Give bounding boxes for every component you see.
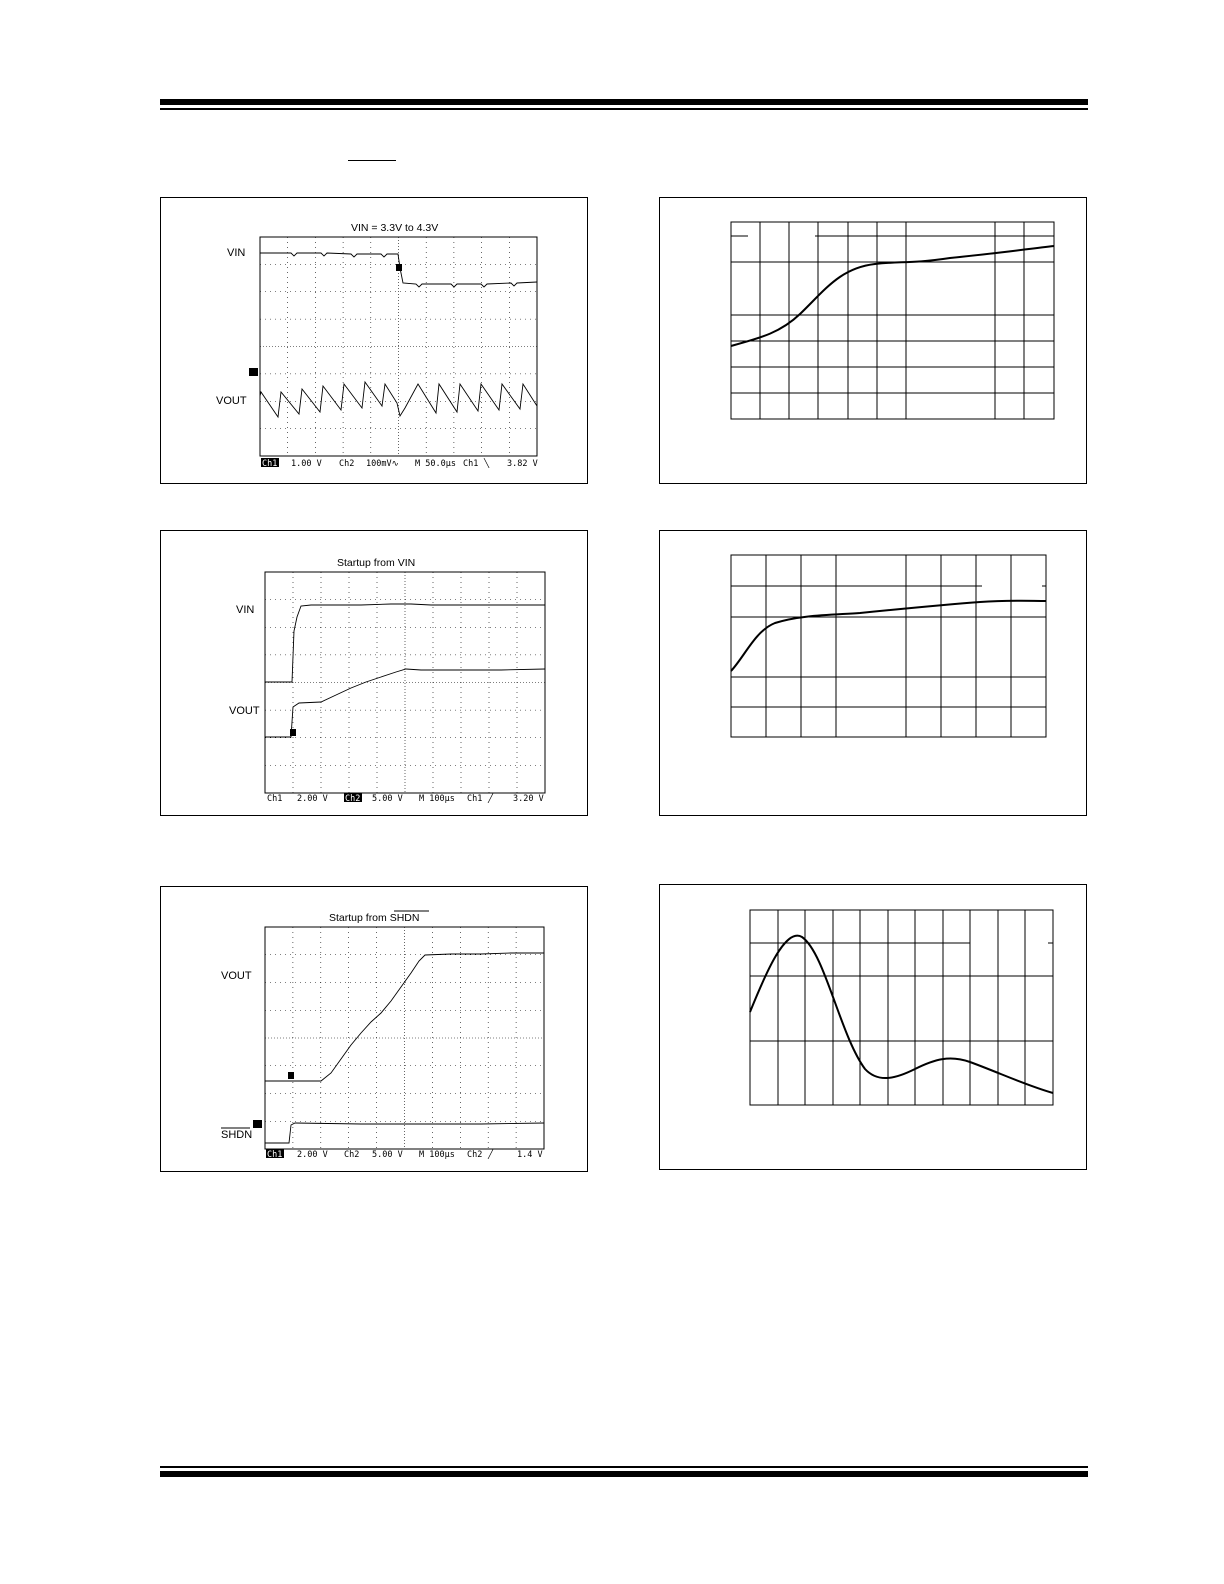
graph-1-curve [731, 246, 1054, 346]
footer-rule-thick [160, 1471, 1088, 1477]
scope-plot-1-svg [161, 198, 589, 485]
trace-label-vout: VOUT [229, 705, 260, 717]
header-rule-thick [160, 99, 1088, 105]
graph-frame [731, 555, 1046, 737]
scope-plot-3-svg [161, 887, 589, 1173]
graph-3-svg [660, 885, 1088, 1171]
trace-label-vin: VIN [227, 247, 246, 259]
trace-label-shdn: SHDN [221, 1129, 253, 1141]
scope-readout [267, 793, 544, 804]
readout-timebase: M 100µs [419, 1150, 455, 1160]
readout-ch1-scale: 1.00 V [291, 459, 322, 469]
readout-trigger-ch: Ch1 [467, 794, 483, 804]
readout-timebase: M 100µs [419, 794, 455, 804]
scope-readout [261, 458, 538, 469]
overbar-mark [348, 160, 396, 161]
graph-2-curve [731, 601, 1046, 671]
readout-ch2-scale: 5.00 V [372, 1150, 403, 1160]
scope-plot-startup-shdn [160, 886, 588, 1172]
trace-label-vin: VIN [236, 604, 255, 616]
graph-3-curve [750, 936, 1053, 1093]
vout-trace [265, 669, 545, 737]
readout-ch2-scale: 5.00 V [372, 794, 403, 804]
readout-ch1: Ch1 [267, 794, 283, 804]
trigger-marker [290, 729, 296, 736]
graph-1-svg [660, 198, 1088, 485]
channel-1-marker [249, 368, 258, 376]
readout-ch1-scale: 2.00 V [297, 1150, 328, 1160]
footer-rule-thin [160, 1466, 1088, 1468]
readout-trigger-level: 3.82 V [507, 459, 538, 469]
trace-label-vout: VOUT [216, 395, 247, 407]
readout-ch2: Ch2 [344, 1150, 360, 1160]
graph-grid [731, 555, 1046, 737]
header-rule-thin [160, 108, 1088, 110]
graph-2-svg [660, 531, 1088, 817]
graticule-grid [265, 927, 544, 1149]
readout-ch2: Ch2 [339, 459, 355, 469]
readout-timebase: M 50.0µs [415, 459, 456, 469]
characteristic-graph-1 [659, 197, 1087, 484]
readout-ch1: Ch1 [262, 459, 278, 469]
scope-plot-line-transient [160, 197, 588, 484]
readout-trigger-ch: Ch2 [467, 1150, 483, 1160]
readout-trigger-edge: ╲ [484, 459, 490, 469]
trace-label-vout: VOUT [221, 970, 252, 982]
readout-trigger-level: 3.20 V [513, 794, 544, 804]
scope-title: Startup from VIN [337, 557, 416, 569]
channel-1-marker [253, 1120, 262, 1128]
readout-trigger-ch: Ch1 [463, 459, 479, 469]
readout-ch2: Ch2 [345, 794, 361, 804]
readout-ch1: Ch1 [267, 1150, 283, 1160]
scope-title: VIN = 3.3V to 4.3V [351, 222, 439, 234]
trigger-marker [396, 264, 402, 271]
trigger-marker [288, 1072, 294, 1079]
scope-plot-startup-vin [160, 530, 588, 816]
characteristic-graph-3 [659, 884, 1087, 1170]
readout-trigger-edge: ╱ [488, 794, 494, 804]
readout-ch2-scale: 100mV∿ [366, 459, 399, 469]
scope-readout [266, 1149, 543, 1160]
characteristic-graph-2 [659, 530, 1087, 816]
scope-title: Startup from SHDN [329, 912, 420, 924]
readout-ch1-scale: 2.00 V [297, 794, 328, 804]
readout-trigger-level: 1.4 V [517, 1150, 543, 1160]
readout-trigger-edge: ╱ [488, 1150, 494, 1160]
scope-plot-2-svg [161, 531, 589, 817]
